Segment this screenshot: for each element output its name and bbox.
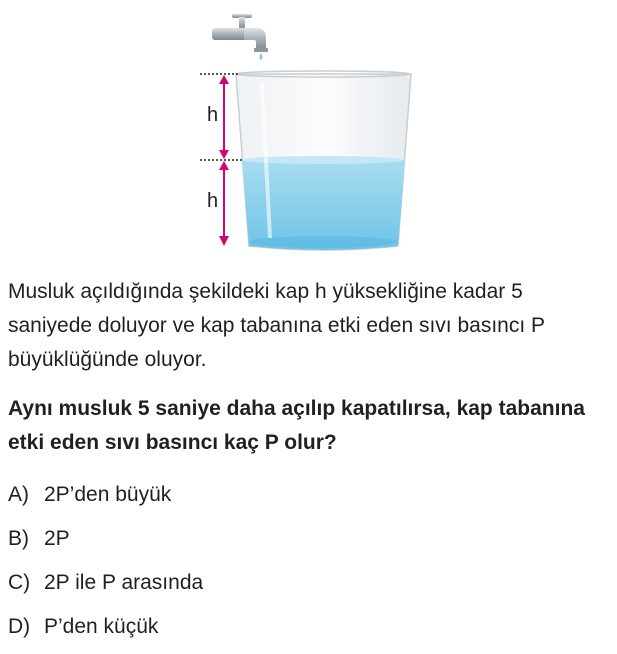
answer-options [8,478,203,654]
option-letter: D) [8,615,31,638]
option-text: 2P’den büyük [44,483,172,506]
option-letter: A) [8,483,29,506]
option-d[interactable] [8,610,203,654]
height-arrow-top [219,75,229,159]
height-label-bottom: h [207,190,219,212]
option-text: 2P [44,527,70,550]
option-letter: C) [8,571,31,594]
glass-icon [236,71,411,250]
option-c[interactable] [8,566,203,610]
physics-figure [0,0,617,262]
height-arrow-bottom [219,161,229,246]
water-drop-icon [260,53,263,60]
option-letter: B) [8,527,29,550]
problem-question: Aynı musluk 5 saniye daha açılıp kapatılırsa, kap tabanına etki eden sıvı basıncı kaç P olur? [8,397,585,454]
faucet-icon [212,14,268,52]
option-b[interactable] [8,522,203,566]
height-label-top: h [207,104,219,126]
problem-stem: Musluk açıldığında şekildeki kap h yüksekliğine kadar 5 saniyede doluyor ve kap tabanına etki eden sıvı basıncı P büyüklüğünde oluyor. [8,280,545,371]
option-text: P’den küçük [44,615,159,638]
option-text: 2P ile P arasında [44,571,204,594]
option-a[interactable] [8,478,203,522]
